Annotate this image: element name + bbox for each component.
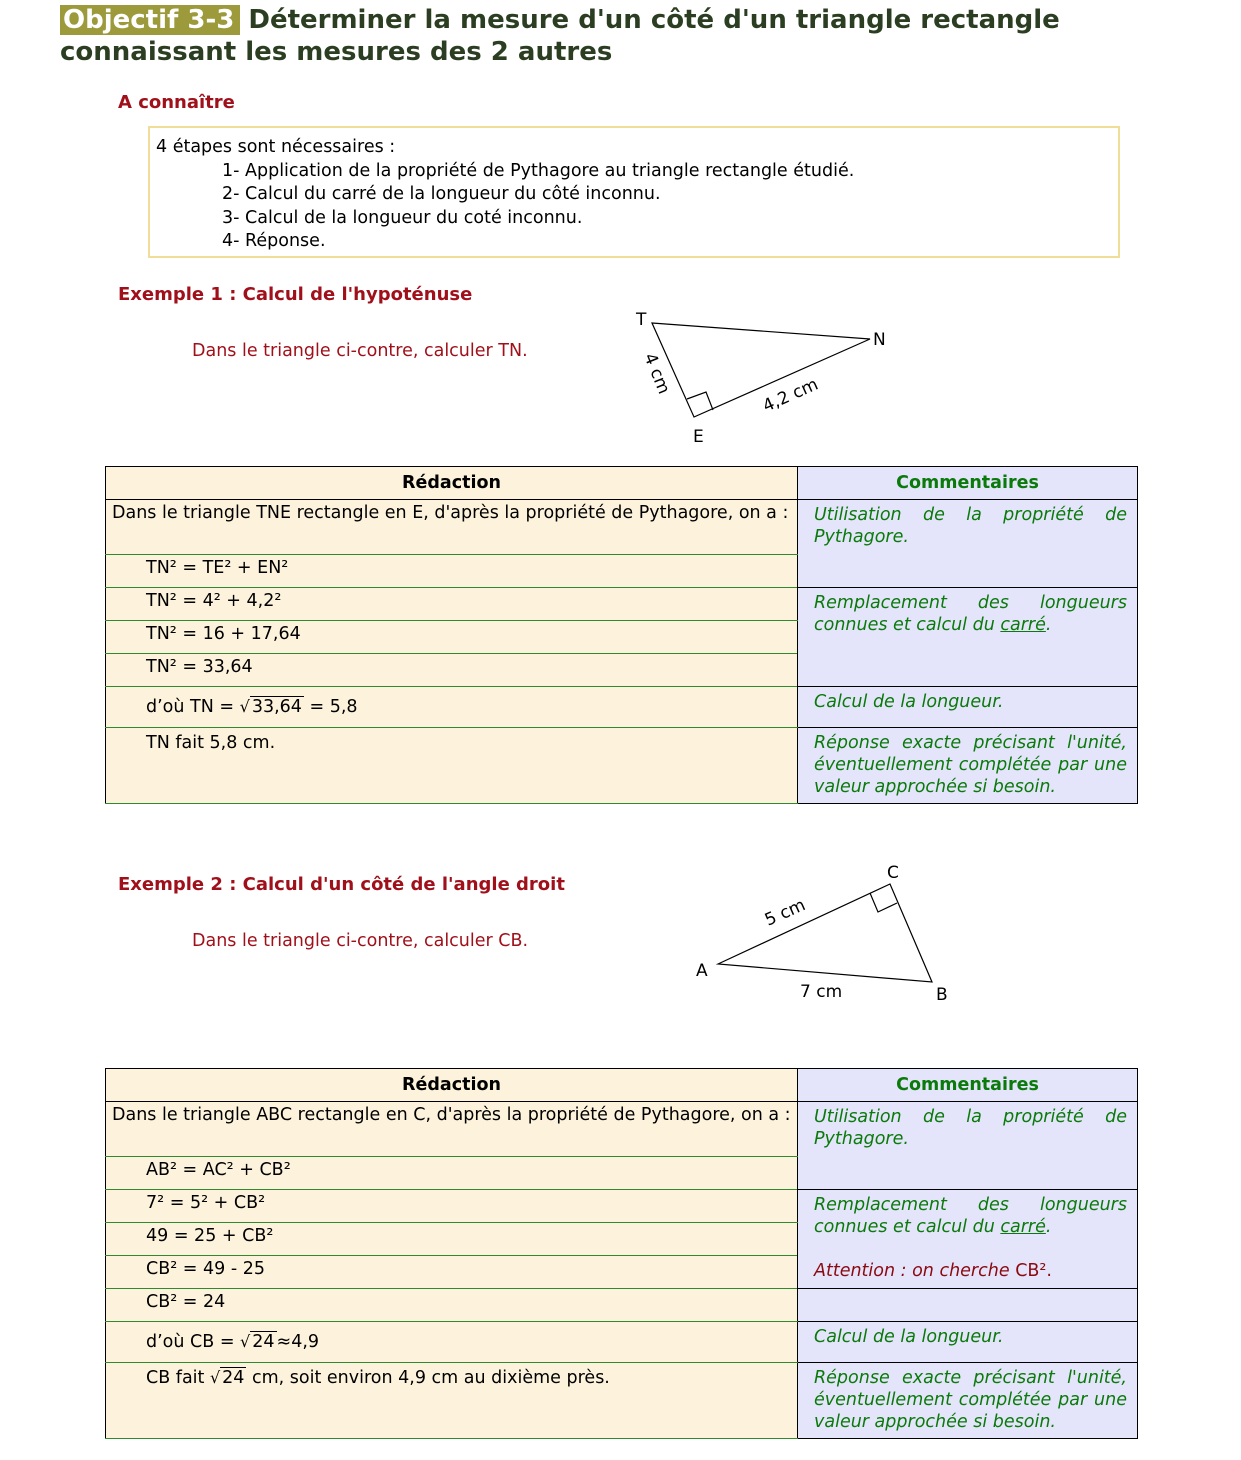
redaction-line: TN² = 33,64: [106, 654, 798, 687]
page-title: [60, 4, 1180, 68]
redaction-line: d’où CB = √ 24 ≈4,9: [106, 1322, 798, 1363]
know-heading: A connaître: [118, 92, 235, 113]
objective-title: Déterminer la mesure d'un côté d'un triangle rectangle connaissant les mesures des 2 autres: [60, 5, 1060, 67]
example2-heading: Exemple 2 : Calcul d'un côté de l'angle droit: [118, 874, 565, 895]
redaction-line: Dans le triangle TNE rectangle en E, d'après la propriété de Pythagore, on a :: [106, 500, 798, 555]
example1-table: [105, 466, 1138, 804]
col-header-redaction: Rédaction: [106, 1069, 798, 1102]
comment-cell: Utilisation de la propriété de Pythagore.: [798, 1102, 1138, 1190]
sqrt-radicand: 33,64: [251, 697, 302, 717]
step-item: 1- Application de la propriété de Pythagore au triangle rectangle étudié.: [222, 160, 855, 181]
redaction-line: 7² = 5² + CB²: [106, 1190, 798, 1223]
comment-cell: Utilisation de la propriété de Pythagore.: [798, 500, 1138, 588]
label-side-ac: 5 cm: [761, 895, 809, 931]
example1-heading: Exemple 1 : Calcul de l'hypoténuse: [118, 284, 473, 305]
triangle-tne-figure: [620, 300, 900, 450]
vertex-e: E: [693, 427, 704, 447]
redaction-line: AB² = AC² + CB²: [106, 1157, 798, 1190]
redaction-line: Dans le triangle ABC rectangle en C, d'après la propriété de Pythagore, on a :: [106, 1102, 798, 1157]
step-item: 2- Calcul du carré de la longueur du côté inconnu.: [222, 184, 661, 204]
col-header-comments: Commentaires: [798, 467, 1138, 500]
redaction-line: 49 = 25 + CB²: [106, 1223, 798, 1256]
col-header-redaction: Rédaction: [106, 467, 798, 500]
steps-intro: 4 étapes sont nécessaires :: [156, 137, 396, 157]
example2-table: [105, 1068, 1138, 1439]
redaction-line: TN fait 5,8 cm.: [106, 728, 798, 804]
comment-cell: Remplacement des longueurs connues et calcul du carré.: [798, 588, 1138, 687]
comment-cell-empty: [798, 1289, 1138, 1322]
right-angle-mark: [870, 893, 897, 912]
sqrt-radicand: 24: [252, 1332, 275, 1352]
triangle-abc-figure: [680, 860, 980, 1020]
vertex-a: A: [696, 961, 708, 981]
example2-prompt: Dans le triangle ci-contre, calculer CB.: [192, 931, 529, 951]
label-side-te: 4 cm: [639, 350, 674, 397]
objective-tag: Objectif 3-3: [60, 5, 240, 35]
example1-prompt: Dans le triangle ci-contre, calculer TN.: [192, 341, 528, 361]
label-side-ab: 7 cm: [800, 982, 843, 1002]
steps-box: [148, 126, 1120, 258]
redaction-line: CB fait √ 24 cm, soit environ 4,9 cm au dixième près.: [106, 1363, 798, 1439]
comment-cell: Remplacement des longueurs connues et calcul du carré. Attention : on cherche CB².: [798, 1190, 1138, 1289]
step-item: 3- Calcul de la longueur du coté inconnu.: [222, 207, 583, 228]
sqrt-radicand: 24: [222, 1368, 245, 1388]
redaction-line: TN² = 16 + 17,64: [106, 621, 798, 654]
redaction-line: CB² = 24: [106, 1289, 798, 1322]
comment-cell: Réponse exacte précisant l'unité, éventuellement complétée par une valeur approchée si besoin.: [798, 728, 1138, 804]
comment-cell: Calcul de la longueur.: [798, 687, 1138, 728]
triangle-abc: [718, 884, 932, 982]
vertex-c: C: [887, 863, 899, 883]
vertex-t: T: [636, 310, 647, 330]
comment-cell: Réponse exacte précisant l'unité, éventuellement complétée par une valeur approchée si besoin.: [798, 1363, 1138, 1439]
vertex-b: B: [936, 985, 948, 1005]
redaction-line: CB² = 49 - 25: [106, 1256, 798, 1289]
right-angle-mark: [687, 392, 713, 410]
step-item: 4- Réponse.: [222, 231, 326, 251]
label-side-en: 4,2 cm: [759, 374, 822, 417]
comment-cell: Calcul de la longueur.: [798, 1322, 1138, 1363]
vertex-n: N: [873, 330, 886, 350]
redaction-line: TN² = 4² + 4,2²: [106, 588, 798, 621]
col-header-comments: Commentaires: [798, 1069, 1138, 1102]
redaction-line: TN² = TE² + EN²: [106, 555, 798, 588]
redaction-line: d’où TN = √ 33,64 = 5,8: [106, 687, 798, 728]
